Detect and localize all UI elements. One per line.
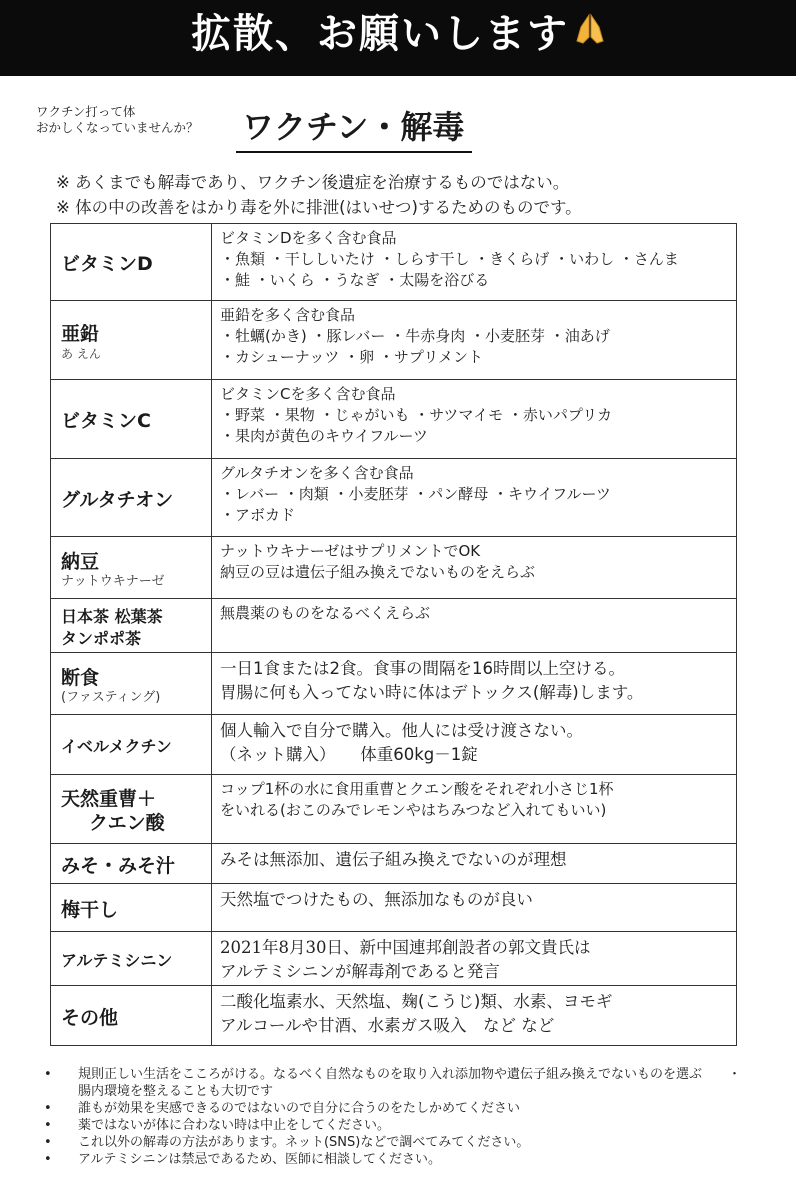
footnote-item: [44, 1100, 744, 1117]
row-label: ビタミンD: [61, 253, 153, 275]
row-content-cell: [212, 380, 737, 459]
document-title: ワクチン・解毒: [236, 103, 472, 153]
footnote-item: [44, 1151, 744, 1168]
row-label: その他: [61, 1006, 119, 1029]
row-label-cell: [51, 537, 212, 599]
table-row: [51, 775, 737, 844]
table-row: [51, 380, 737, 459]
content-line: 無農薬のものをなるべくえらぶ: [220, 604, 431, 622]
row-sublabel: ナットウキナーゼ: [61, 573, 165, 589]
footnote-item: [44, 1117, 744, 1134]
content-line: 一日1食または2食。食事の間隔を16時間以上空ける。: [220, 659, 625, 678]
content-line: ナットウキナーゼはサプリメントでOK: [220, 542, 481, 560]
row-label: 納豆: [61, 550, 100, 573]
row-label-cell: [51, 986, 212, 1046]
bullet-icon: •: [44, 1118, 52, 1133]
banner-title-text: 拡散、お願いします: [191, 11, 569, 57]
row-label-cell: [51, 715, 212, 775]
banner-title: [0, 4, 796, 66]
bullet-icon: •: [44, 1152, 52, 1167]
row-content-cell: [212, 932, 737, 986]
table-row: [51, 884, 737, 932]
row-label-cell: [51, 380, 212, 459]
content-line: をいれる(おこのみでレモンやはちみつなど入れてもいい): [220, 801, 607, 819]
table-row: [51, 844, 737, 884]
row-label: 亜鉛: [61, 323, 100, 345]
bullet-icon: •: [44, 1101, 52, 1116]
content-line: グルタチオンを多く含む食品: [220, 464, 414, 482]
content-line: ・カシューナッツ ・卵 ・サプリメント: [220, 348, 484, 366]
row-label-cell: [51, 775, 212, 844]
table-row: [51, 932, 737, 986]
banner: [0, 0, 796, 76]
content-line: 納豆の豆は遺伝子組み換えでないものをえらぶ: [220, 563, 536, 581]
side-note: [36, 104, 199, 136]
footnote-text: 薬ではないが体に合わない時は中止をしてください。: [78, 1118, 391, 1133]
content-line: ・魚類 ・干ししいたけ ・しらす干し ・きくらげ ・いわし ・さんま: [220, 250, 679, 268]
footnote-item: [44, 1134, 744, 1151]
table-row: [51, 301, 737, 380]
content-line: ・牡蠣(かき) ・豚レバー ・牛赤身肉 ・小麦胚芽 ・油あげ: [220, 327, 610, 345]
content-line: 二酸化塩素水、天然塩、麹(こうじ)類、水素、ヨモギ: [220, 992, 613, 1011]
content-line: 胃腸に何も入ってない時に体はデトックス(解毒)します。: [220, 683, 644, 702]
row-label: 日本茶 松葉茶: [61, 606, 163, 626]
content-line: ・野菜 ・果物 ・じゃがいも ・サツマイモ ・赤いパプリカ: [220, 406, 613, 424]
footnote-text: 誰もが効果を実感できるのではないので自分に合うのをたしかめてください: [78, 1101, 521, 1116]
row-content-cell: [212, 986, 737, 1046]
row-label-cell: [51, 884, 212, 932]
row-label-cell: [51, 301, 212, 380]
row-label: 断食: [61, 666, 100, 689]
row-sublabel: あ えん: [61, 347, 101, 361]
content-line: ・アボカド: [220, 506, 296, 524]
table-row: [51, 224, 737, 301]
row-label-cell: [51, 932, 212, 986]
footnote-text: 規則正しい生活をこころがける。なるべく自然なものを取り入れ添加物や遺伝子組み換えでないものを選ぶ ・腸内環境を整えることも大切です: [78, 1067, 742, 1099]
content-line: ・レバー ・肉類 ・小麦胚芽 ・パン酵母 ・キウイフルーツ: [220, 485, 611, 503]
row-content-cell: [212, 715, 737, 775]
notice-line: ※ 体の中の改善をはかり毒を外に排泄(はいせつ)するためのものです。: [56, 198, 582, 217]
content-line: 天然塩でつけたもの、無添加なものが良い: [220, 890, 533, 909]
row-label-cell: [51, 653, 212, 715]
table-row: [51, 599, 737, 653]
row-label: グルタチオン: [61, 488, 174, 511]
row-sublabel: クエン酸: [89, 812, 165, 834]
row-content-cell: [212, 301, 737, 380]
row-content-cell: [212, 775, 737, 844]
praying-hands-icon: [575, 6, 605, 66]
row-label-cell: [51, 459, 212, 537]
row-label: 梅干し: [61, 898, 119, 921]
row-label-cell: [51, 224, 212, 301]
row-label-cell: [51, 844, 212, 884]
notice-line: ※ あくまでも解毒であり、ワクチン後遺症を治療するものではない。: [56, 173, 570, 192]
content-line: ビタミンCを多く含む食品: [220, 385, 396, 403]
content-line: 2021年8月30日、新中国連邦創設者の郭文貴氏は: [220, 938, 591, 957]
row-label: イベルメクチン: [61, 736, 172, 756]
row-sublabel: (ファスティング): [61, 689, 161, 705]
row-content-cell: [212, 459, 737, 537]
side-note-line: おかしくなっていませんか？: [36, 120, 199, 135]
content-line: アルコールや甘酒、水素ガス吸入 など など: [220, 1016, 555, 1035]
footnotes: [44, 1066, 744, 1168]
row-sublabel: タンポポ茶: [61, 628, 142, 648]
content-line: コップ1杯の水に食用重曹とクエン酸をそれぞれ小さじ1杯: [220, 780, 614, 798]
row-label: みそ・みそ汁: [61, 854, 176, 877]
table-row: [51, 653, 737, 715]
row-content-cell: [212, 653, 737, 715]
side-note-line: ワクチン打って体: [36, 104, 136, 119]
bullet-icon: •: [44, 1067, 52, 1082]
content-line: 亜鉛を多く含む食品: [220, 306, 356, 324]
table-row: [51, 986, 737, 1046]
content-line: ・鮭 ・いくら ・うなぎ ・太陽を浴びる: [220, 271, 490, 289]
table-row: [51, 459, 737, 537]
detox-table: [50, 223, 737, 1046]
row-content-cell: [212, 537, 737, 599]
content-line: 個人輸入で自分で購入。他人には受け渡さない。: [220, 721, 583, 740]
bullet-icon: •: [44, 1135, 52, 1150]
content-line: みそは無添加、遺伝子組み換えでないのが理想: [220, 850, 567, 869]
footnote-text: アルテミシニンは禁忌であるため、医師に相談してください。: [78, 1152, 441, 1167]
row-content-cell: [212, 884, 737, 932]
table-row: [51, 715, 737, 775]
content-line: アルテミシニンが解毒剤であると発言: [220, 962, 500, 981]
table-row: [51, 537, 737, 599]
row-label: 天然重曹＋: [61, 788, 157, 810]
row-content-cell: [212, 224, 737, 301]
row-label: ビタミンC: [61, 410, 151, 432]
content-line: ・果肉が黄色のキウイフルーツ: [220, 427, 428, 445]
row-label: アルテミシニン: [61, 950, 173, 970]
row-content-cell: [212, 599, 737, 653]
footnote-item: [44, 1066, 744, 1100]
row-content-cell: [212, 844, 737, 884]
row-label-cell: [51, 599, 212, 653]
footnote-text: これ以外の解毒の方法があります。ネット(SNS)などで調べてみてください。: [78, 1135, 530, 1150]
content-line: （ネット購入） 体重60kg－1錠: [220, 745, 478, 764]
content-line: ビタミンDを多く含む食品: [220, 229, 397, 247]
